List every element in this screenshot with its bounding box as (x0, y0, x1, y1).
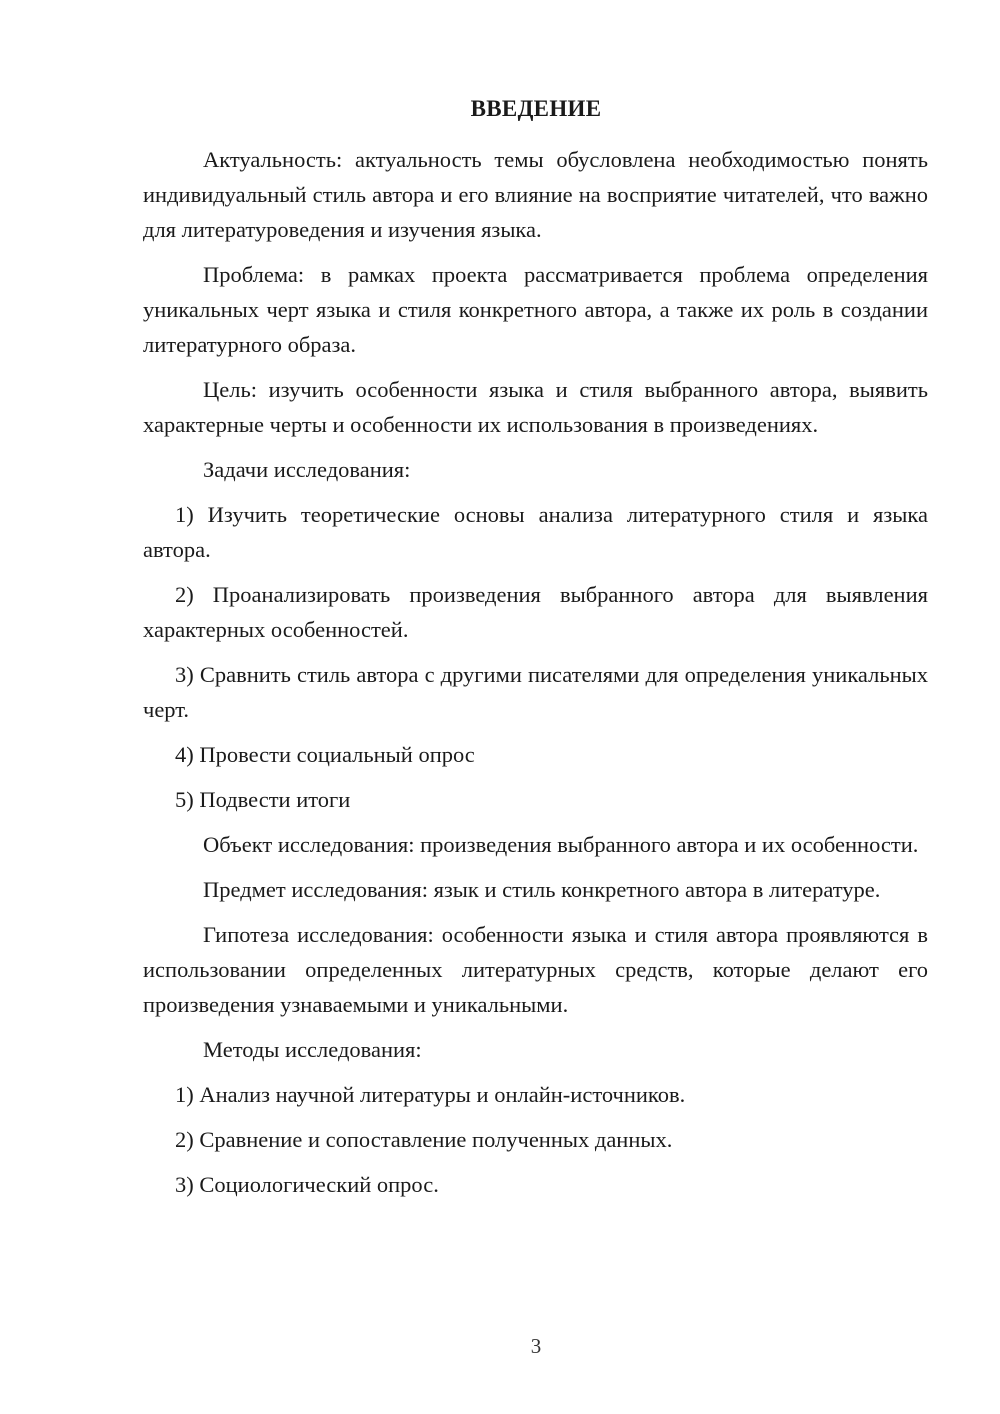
methods-heading: Методы исследования: (203, 1037, 422, 1062)
tasks-heading: Задачи исследования: (203, 457, 411, 482)
task-item: 5) Подвести итоги (175, 787, 351, 812)
task-item: 3) Сравнить стиль автора с другими писателями для определения уникальных черт. (143, 662, 928, 722)
relevance-paragraph: Актуальность: актуальность темы обусловлена необходимостью понять индивидуальный стиль автора и его влияние на восприятие читателей, что важно для литературоведения и изучения языка. (143, 147, 928, 242)
document-body (143, 142, 928, 1212)
hypothesis-paragraph: Гипотеза исследования: особенности языка и стиля автора проявляются в использовании определенных литературных средств, которые делают его произведения узнаваемыми и уникальными. (143, 922, 928, 1017)
method-item: 2) Сравнение и сопоставление полученных данных. (175, 1127, 673, 1152)
object-paragraph: Объект исследования: произведения выбранного автора и их особенности. (203, 832, 919, 857)
task-item: 1) Изучить теоретические основы анализа литературного стиля и языка автора. (143, 502, 928, 562)
subject-paragraph: Предмет исследования: язык и стиль конкретного автора в литературе. (203, 877, 881, 902)
method-item: 3) Социологический опрос. (175, 1172, 439, 1197)
problem-paragraph: Проблема: в рамках проекта рассматривается проблема определения уникальных черт языка и стиля конкретного автора, а также их роль в создании литературного образа. (143, 262, 928, 357)
task-item: 4) Провести социальный опрос (175, 742, 475, 767)
task-item: 2) Проанализировать произведения выбранного автора для выявления характерных особенностей. (143, 582, 928, 642)
page-title: ВВЕДЕНИЕ (470, 96, 602, 121)
goal-paragraph: Цель: изучить особенности языка и стиля выбранного автора, выявить характерные черты и особенности их использования в произведениях. (143, 377, 928, 437)
method-item: 1) Анализ научной литературы и онлайн-источников. (175, 1082, 686, 1107)
page-number: 3 (530, 1334, 542, 1358)
